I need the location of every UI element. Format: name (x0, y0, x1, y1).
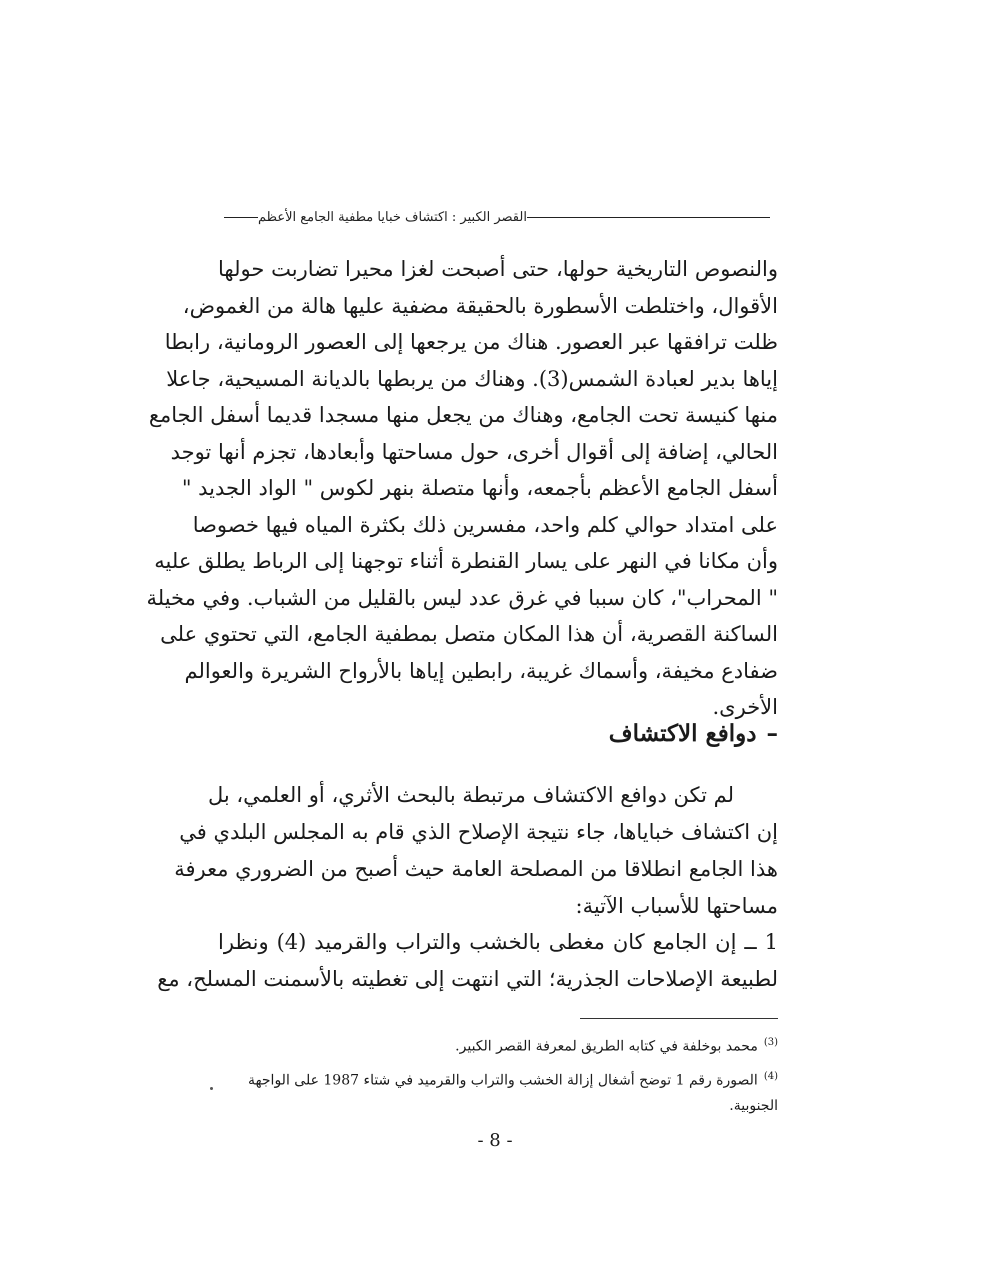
body-paragraph-3 (157, 924, 778, 998)
page-number: - 8 - (477, 1130, 513, 1151)
header-long-rule (527, 217, 770, 218)
section-heading (218, 720, 778, 747)
header-title: القصر الكبير : اكتشاف خبايا مطفية الجامع الأعظم (258, 209, 527, 225)
paragraph-line: هذا الجامع انطلاقا من المصلحة العامة حيث أصبح من الضروري معرفة (174, 857, 778, 881)
footnote-mark: (3) (763, 1037, 778, 1048)
paragraph-line: 1 ــ إن الجامع كان مغطى بالخشب والتراب والقرميد (4) ونظرا (218, 930, 778, 954)
footnote-text: محمد بوخلفة في كتابه الطريق لمعرفة القصر الكبير. (455, 1038, 758, 1055)
paragraph-line: الأقوال، واختلطت الأسطورة بالحقيقة مضفية عليها هالة من الغموض، (182, 293, 778, 318)
body-paragraph-1 (146, 251, 778, 726)
footnote-mark: (4) (763, 1070, 778, 1082)
paragraph-line: منها كنيسة تحت الجامع، وهناك من يجعل منها مسجدا قديما أسفل الجامع (148, 403, 778, 427)
header-short-rule (224, 217, 258, 218)
paragraph-line: أسفل الجامع الأعظم بأجمعه، وأنها متصلة بنهر لكوس " الواد الجديد " (181, 476, 778, 500)
paragraph-line: ضفادع مخيفة، وأسماك غريبة، رابطين إياها بالأرواح الشريرة والعوالم (184, 658, 778, 683)
footnote-3 (218, 1030, 778, 1060)
section-heading-text: دوافع الاكتشاف (608, 720, 757, 747)
footnote-separator (580, 1018, 778, 1019)
body-paragraph-2 (174, 777, 778, 925)
paragraph-line: لم تكن دوافع الاكتشاف مرتبطة بالبحث الأثري، أو العلمي، بل (207, 783, 734, 807)
paragraph-line: وأن مكانا في النهر على يسار القنطرة أثناء توجهنا إلى الرباط يطلق عليه (154, 549, 778, 573)
paragraph-line: على امتداد حوالي كلم واحد، مفسرين ذلك بكثرة المياه فيها خصوصا (192, 512, 778, 537)
scan-speck (210, 1087, 213, 1090)
running-header (218, 205, 778, 229)
paragraph-line: إياها بدير لعبادة الشمس(3). وهناك من يربطها بالديانة المسيحية، جاعلا (166, 366, 778, 391)
paragraph-line: " المحراب"، كان سببا في غرق عدد ليس بالقليل من الشباب. وفي مخيلة (146, 585, 778, 610)
paragraph-line: لطبيعة الإصلاحات الجذرية؛ التي انتهت إلى تغطيته بالأسمنت المسلح، مع (157, 967, 778, 991)
footnotes (218, 1030, 778, 1123)
paragraph-line: الحالي، إضافة إلى أقوال أخرى، حول مساحتها وأبعادها، تجزم أنها توجد (170, 439, 778, 464)
paragraph-line: مساحتها للأسباب الآتية: (575, 894, 778, 918)
footnote-text: الصورة رقم 1 توضح أشغال إزالة الخشب والتراب والقرميد في شتاء 1987 على الواجهة الجنوبية. (247, 1072, 778, 1115)
paragraph-line: الساكنة القصرية، أن هذا المكان متصل بمطفية الجامع، التي تحتوي على (160, 622, 778, 646)
footnote-4 (218, 1064, 778, 1120)
paragraph-line: الأخرى. (712, 695, 778, 719)
paragraph-line: إن اكتشاف خباياها، جاء نتيجة الإصلاح الذي قام به المجلس البلدي في (179, 820, 778, 844)
paragraph-line: والنصوص التاريخية حولها، حتى أصبحت لغزا محيرا تضاربت حولها (218, 257, 778, 281)
paragraph-line: ظلت ترافقها عبر العصور. هناك من يرجعها إلى العصور الرومانية، رابطا (164, 330, 778, 354)
section-heading-dash: – (766, 720, 778, 747)
